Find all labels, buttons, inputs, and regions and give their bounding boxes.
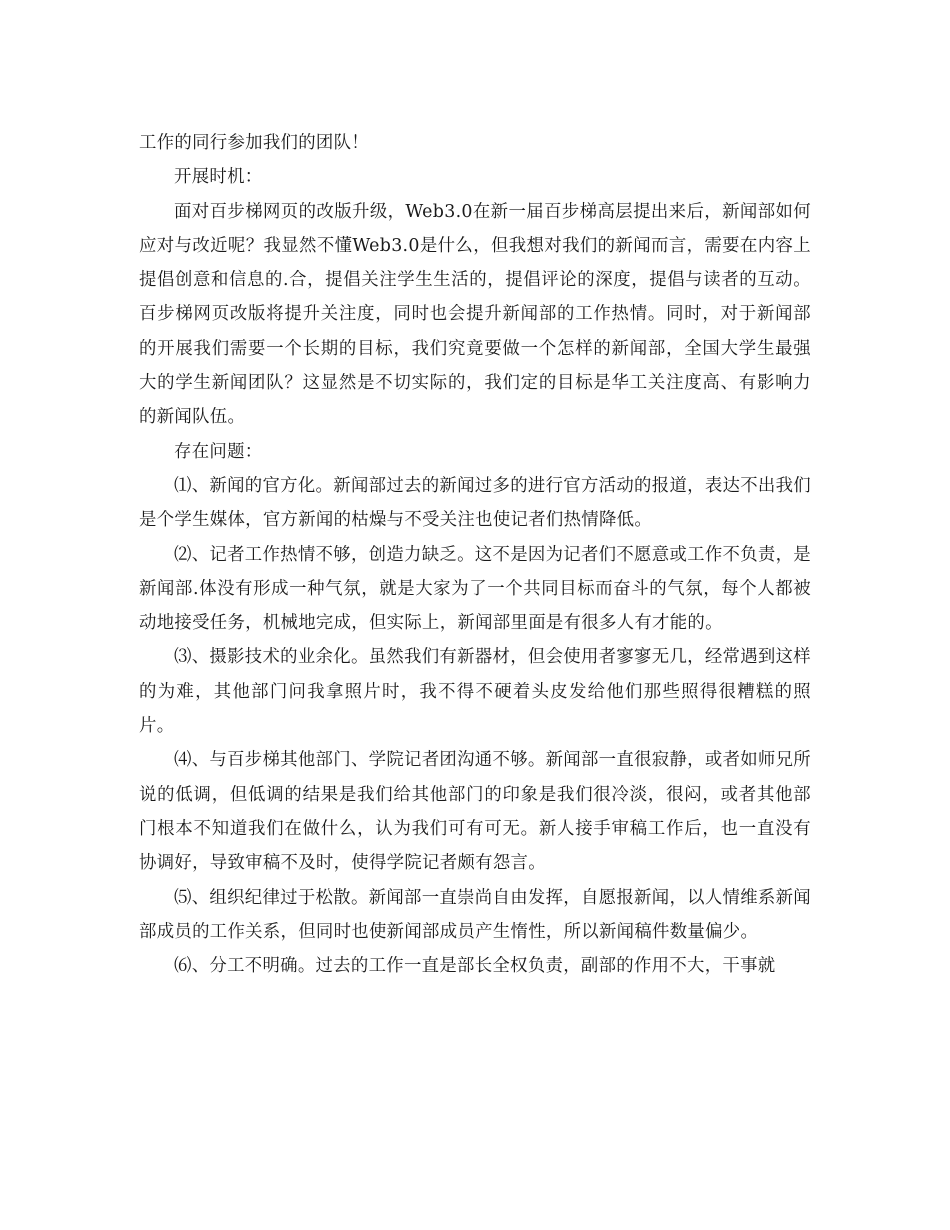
problem-item-6: ⑹、分工不明确。过去的工作一直是部长全权负责，副部的作用不大，干事就: [174, 956, 776, 977]
problem-item-5: ⑸、组织纪律过于松散。新闻部一直崇尚自由发挥，自愿报新闻，以人情维系新闻部成员的工作关系，但同时也使新闻部成员产生惰性，所以新闻稿件数量偏少。: [139, 887, 811, 942]
document-page: [139, 126, 811, 983]
problem-item-4: ⑷、与百步梯其他部门、学院记者团沟通不够。新闻部一直很寂静，或者如师兄所说的低调，但低调的结果是我们给其他部门的印象是我们很冷淡，很闷，或者其他部门根本不知道我们在做什么，认为我们可有可无。新人接手审稿工作后，也一直没有协调好，导致审稿不及时，使得学院记者颇有怨言。: [139, 750, 811, 874]
heading-problems: 存在问题：: [174, 441, 263, 462]
problem-item-1: ⑴、新闻的官方化。新闻部过去的新闻过多的进行官方活动的报道，表达不出我们是个学生媒体，官方新闻的枯燥与不受关注也使记者们热情降低。: [139, 475, 811, 531]
problem-item-2: ⑵、记者工作热情不够，创造力缺乏。这不是因为记者们不愿意或工作不负责，是新闻部.体没有形成一种气氛，就是大家为了一个共同目标而奋斗的气氛，每个人都被动地接受任务，机械地完成，但实际上，新闻部里面是有很多人有才能的。: [139, 544, 811, 634]
paragraph-continuation: 工作的同行参加我们的团队！: [139, 133, 369, 153]
paragraph-web3: 面对百步梯网页的改版升级，Web3.0在新一届百步梯高层提出来后，新闻部如何应对与改近呢？我显然不懂Web3.0是什么，但我想对我们的新闻而言，需要在内容上提倡创意和信息的.合，提倡关注学生生活的，提倡评论的深度，提倡与读者的互动。百步梯网页改版将提升关注度，同时也会提升新闻部的工作热情。同时，对于新闻部的开展我们需要一个长期的目标，我们究竟要做一个怎样的新闻部，全国大学生最强大的学生新闻团队？这显然是不切实际的，我们定的目标是华工关注度高、有影响力的新闻队伍。: [139, 201, 811, 428]
problem-item-3: ⑶、摄影技术的业余化。虽然我们有新器材，但会使用者寥寥无几，经常遇到这样的为难，其他部门问我拿照片时，我不得不硬着头皮发给他们那些照得很糟糕的照片。: [139, 647, 811, 737]
heading-timing: 开展时机：: [174, 167, 263, 188]
